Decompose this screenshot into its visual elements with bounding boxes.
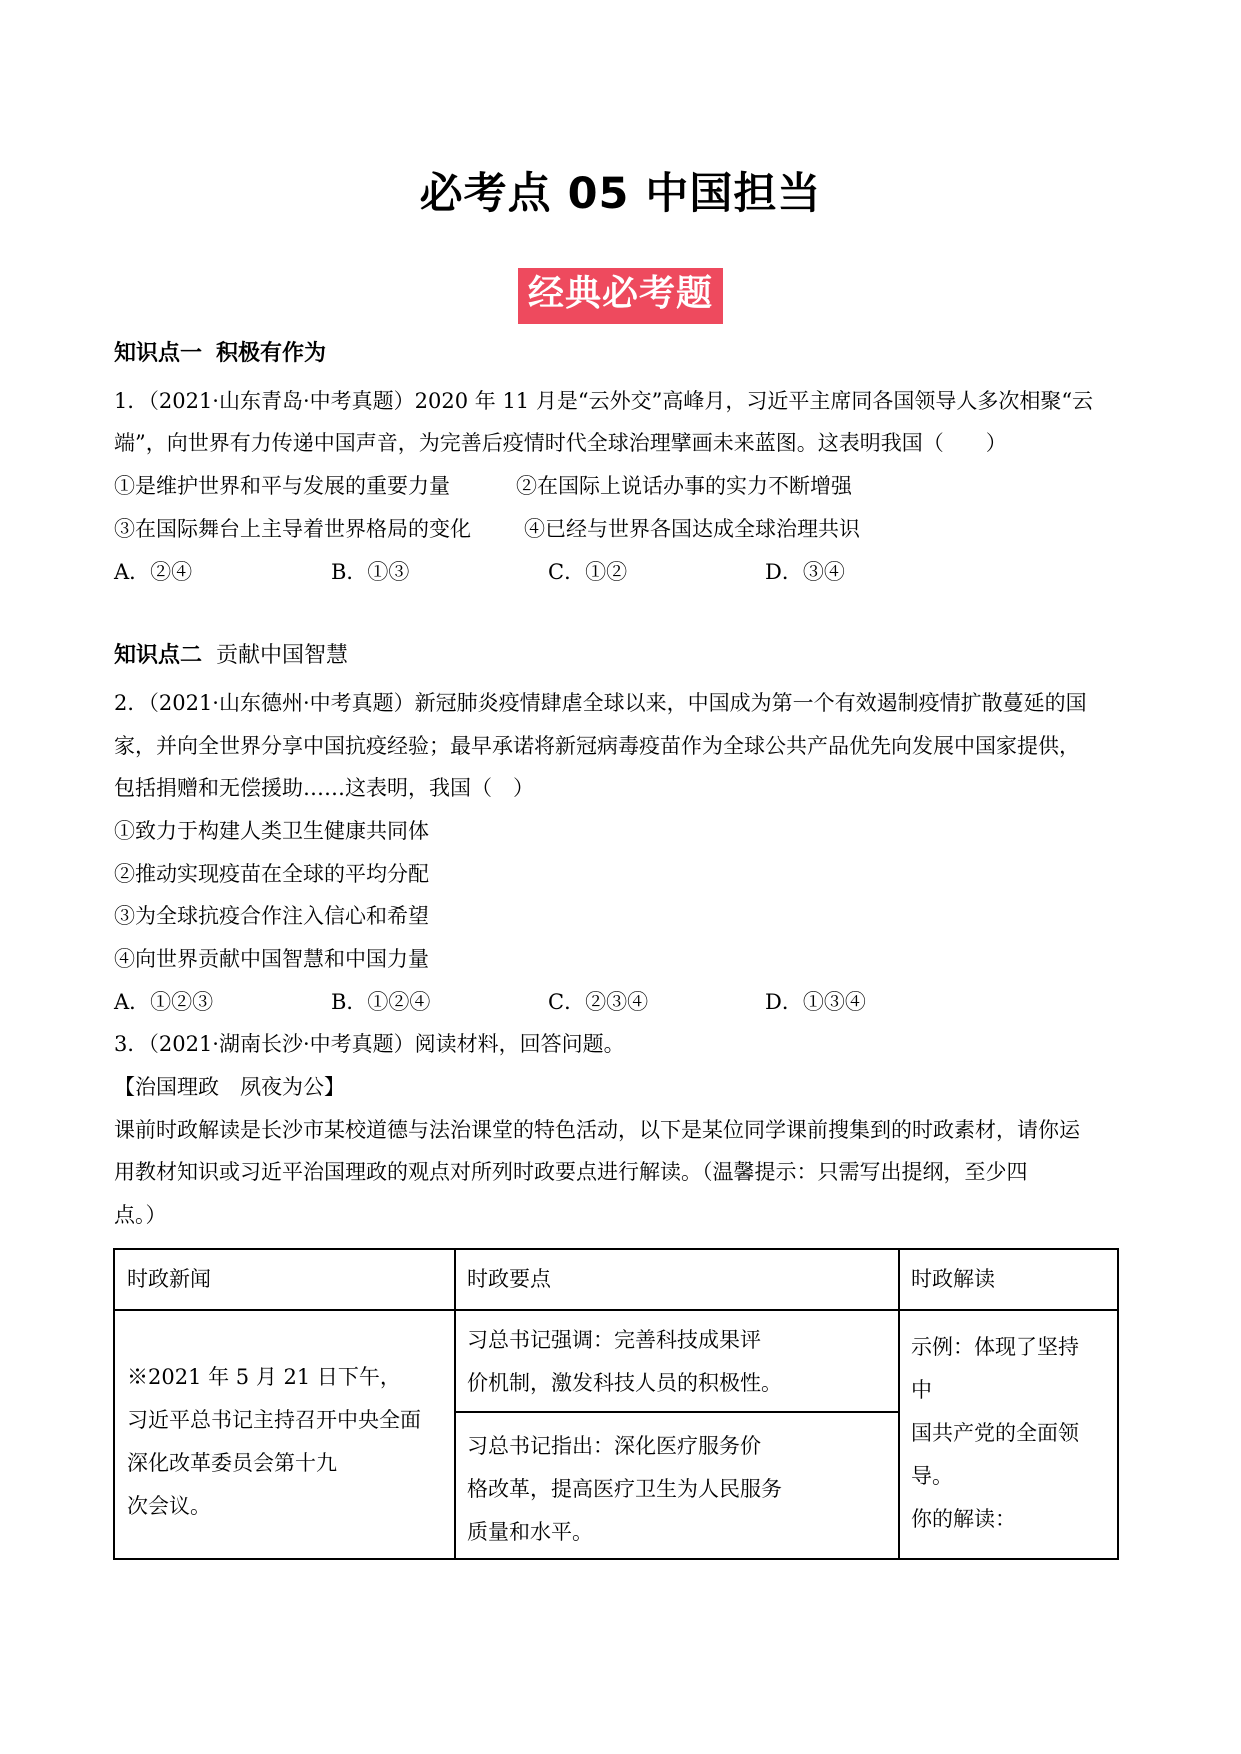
question-2-statement: ④向世界贡献中国智慧和中国力量	[114, 947, 429, 971]
table-cell-interpretation	[911, 1326, 1079, 1541]
answer-prompt[interactable]: 你的解读：	[911, 1507, 1016, 1531]
question-3-material-line1: 课前时政解读是长沙市某校道德与法治课堂的特色活动，以下是某位同学课前搜集到的时政素材，请你运	[114, 1118, 1080, 1142]
section-name: 积极有作为	[216, 341, 327, 366]
cell-line: 次会议。	[127, 1494, 211, 1518]
table-column-divider	[454, 1250, 456, 1558]
question-1-stem-line1: 1．（2021·山东青岛·中考真题）2020 年 11 月是“云外交”高峰月，习近平主席同各国领导人多次相聚“云	[114, 389, 1094, 413]
option-a[interactable]: A．①②③	[114, 990, 214, 1014]
statement: ①是维护世界和平与发展的重要力量	[114, 474, 450, 498]
question-2-statement: ③为全球抗疫合作注入信心和希望	[114, 904, 429, 928]
option-d[interactable]: D．①③④	[765, 990, 866, 1014]
question-2-statement: ②推动实现疫苗在全球的平均分配	[114, 862, 429, 886]
table-cell-point-2	[467, 1425, 782, 1554]
cell-line: 格改革，提高医疗卫生为人民服务	[467, 1477, 782, 1501]
option-d[interactable]: D．③④	[765, 560, 845, 584]
cell-line: 价机制，激发科技人员的积极性。	[467, 1371, 782, 1395]
cell-line: 导。	[911, 1464, 953, 1488]
news-table	[113, 1248, 1119, 1560]
statement: ④已经与世界各国达成全球治理共识	[524, 517, 860, 541]
table-row-divider	[454, 1411, 900, 1413]
section-badge: 经典必考题	[518, 268, 723, 324]
option-a[interactable]: A．②④	[114, 560, 193, 584]
cell-line: ※2021 年 5 月 21 日下午，	[127, 1365, 401, 1389]
table-header: 时政要点	[467, 1267, 551, 1291]
section-heading-1	[114, 339, 1134, 369]
question-2-stem-line2: 家，并向全世界分享中国抗疫经验；最早承诺将新冠病毒疫苗作为全球公共产品优先向发展中国家提供，	[114, 734, 1080, 758]
question-1-stem-line2: 端”，向世界有力传递中国声音，为完善后疫情时代全球治理擘画未来蓝图。这表明我国（ ）	[114, 431, 1007, 455]
page-title: 必考点 05 中国担当	[419, 169, 822, 219]
table-column-divider	[898, 1250, 900, 1558]
option-b[interactable]: B．①③	[331, 560, 410, 584]
statement: ②在国际上说话办事的实力不断增强	[516, 474, 852, 498]
question-1-statements-row1	[114, 471, 1134, 501]
question-3-material-line2: 用教材知识或习近平治国理政的观点对所列时政要点进行解读。（温馨提示：只需写出提纲，至少四	[114, 1160, 1028, 1184]
cell-line: 习总书记强调：完善科技成果评	[467, 1328, 761, 1352]
cell-line: 中	[911, 1378, 932, 1402]
option-b[interactable]: B．①②④	[331, 990, 431, 1014]
statement: ③在国际舞台上主导着世界格局的变化	[114, 517, 471, 541]
table-cell-news	[127, 1356, 421, 1528]
table-header: 时政解读	[911, 1267, 995, 1291]
table-cell-point-1	[467, 1319, 782, 1405]
question-2-options	[114, 987, 1134, 1017]
question-3-stem: 3．（2021·湖南长沙·中考真题）阅读材料，回答问题。	[114, 1032, 625, 1056]
section-name: 贡献中国智慧	[216, 643, 349, 668]
table-header-divider	[115, 1309, 1117, 1311]
badge-container	[0, 268, 1241, 324]
cell-line: 习近平总书记主持召开中央全面	[127, 1408, 421, 1432]
question-1-options	[114, 557, 1134, 587]
option-c[interactable]: C．①②	[548, 560, 628, 584]
section-label: 知识点一	[114, 341, 203, 366]
cell-line: 深化改革委员会第十九	[127, 1451, 337, 1475]
cell-line: 质量和水平。	[467, 1520, 593, 1544]
question-1-statements-row2	[114, 514, 1134, 544]
option-c[interactable]: C．②③④	[548, 990, 649, 1014]
cell-line: 示例：体现了坚持	[911, 1335, 1079, 1359]
question-2-statement: ①致力于构建人类卫生健康共同体	[114, 819, 429, 843]
question-2-stem-line3: 包括捐赠和无偿援助……这表明，我国（ ）	[114, 776, 534, 800]
section-heading-2	[114, 641, 1134, 671]
question-3-subtitle: 【治国理政 夙夜为公】	[114, 1075, 345, 1099]
question-2-stem-line1: 2．（2021·山东德州·中考真题）新冠肺炎疫情肆虐全球以来，中国成为第一个有效遏制疫情扩散蔓延的国	[114, 691, 1087, 715]
section-label: 知识点二	[114, 643, 203, 668]
cell-line: 国共产党的全面领	[911, 1421, 1079, 1445]
cell-line: 习总书记指出：深化医疗服务价	[467, 1434, 761, 1458]
table-header: 时政新闻	[127, 1267, 211, 1291]
question-3-material-line3: 点。）	[114, 1203, 167, 1227]
